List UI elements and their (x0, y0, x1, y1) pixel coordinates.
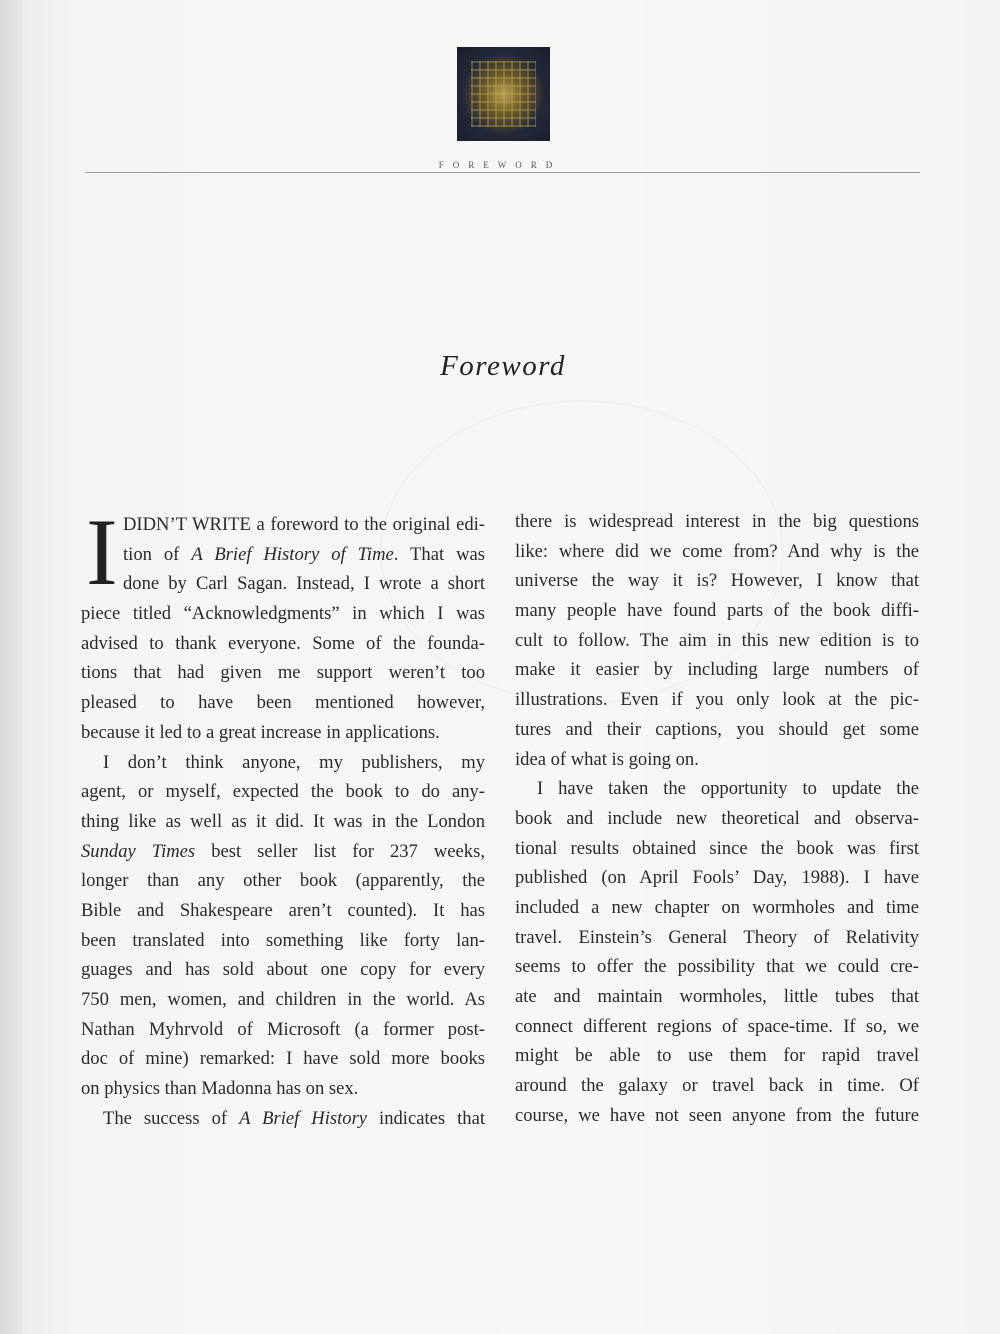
running-head: FOREWORD (438, 160, 562, 170)
text-line (81, 1015, 485, 1045)
text-line (515, 804, 919, 834)
text-segment: Nathan Myhrvold of Microsoft (a former post- (81, 1018, 485, 1040)
text-segment: . That was (393, 543, 485, 565)
text-segment: many people have found parts of the book diffi- (515, 600, 919, 622)
text-line (515, 566, 919, 596)
text-segment: make it easier by including large numbers of (515, 659, 919, 681)
text-line (515, 596, 919, 626)
text-line (515, 1101, 919, 1131)
text-segment: longer than any other book (apparently, the (81, 870, 485, 892)
text-segment: thing like as well as it did. It was in the London (81, 810, 485, 832)
text-line (515, 537, 919, 567)
text-line (81, 896, 485, 926)
text-line (515, 923, 919, 953)
text-line (81, 837, 485, 867)
text-segment: seems to offer the possibility that we could cre- (515, 956, 919, 978)
text-segment: might be able to use them for rapid travel (515, 1045, 919, 1067)
text-segment: like: where did we come from? And why is the (515, 540, 919, 562)
text-line (515, 655, 919, 685)
text-line (81, 748, 485, 778)
text-segment: tion of (123, 543, 192, 565)
text-line (81, 1104, 485, 1134)
text-segment: book and include new theoretical and observa- (515, 807, 919, 829)
text-segment: A Brief History (239, 1107, 368, 1129)
text-line (515, 1071, 919, 1101)
text-segment: guages and has sold about one copy for every (81, 959, 485, 981)
text-line (515, 893, 919, 923)
text-line (81, 807, 485, 837)
text-segment: on physics than Madonna has on sex. (81, 1078, 359, 1100)
text-segment: advised to thank everyone. Some of the founda- (81, 632, 485, 654)
text-segment: Bible and Shakespeare aren’t counted). It has (81, 899, 485, 921)
text-line (81, 510, 485, 540)
text-line (81, 688, 485, 718)
left-column (81, 510, 485, 1133)
text-segment: published (on April Fools’ Day, 1988). I have (515, 867, 919, 889)
text-segment: tions that had given me support weren’t too (81, 662, 485, 684)
text-line (81, 718, 485, 748)
chapter-title: Foreword (440, 350, 566, 382)
text-line (515, 507, 919, 537)
text-line (81, 926, 485, 956)
text-segment: idea of what is going on. (515, 748, 699, 770)
text-segment: piece titled “Acknowledgments” in which I was (81, 603, 485, 625)
drop-cap: I (86, 499, 118, 605)
text-segment: included a new chapter on wormholes and time (515, 896, 919, 918)
text-line (515, 685, 919, 715)
text-segment: connect different regions of space-time. If so, we (515, 1015, 919, 1037)
text-segment: tures and their captions, you should get some (515, 718, 919, 740)
text-line (515, 1012, 919, 1042)
text-line (81, 599, 485, 629)
text-segment: tional results obtained since the book was first (515, 837, 919, 859)
text-segment: there is widespread interest in the big questions (515, 511, 919, 532)
book-spine-edge (0, 0, 22, 1334)
text-segment: indicates that (367, 1107, 485, 1129)
text-segment: DIDN’T WRITE (123, 514, 251, 535)
text-segment: universe the way it is? However, I know that (515, 570, 919, 592)
text-line (81, 985, 485, 1015)
text-segment: The success of (103, 1107, 240, 1129)
text-line (81, 777, 485, 807)
text-line (515, 834, 919, 864)
text-line (515, 863, 919, 893)
text-line (81, 629, 485, 659)
text-line (515, 982, 919, 1012)
text-segment: around the galaxy or travel back in time. Of (515, 1075, 919, 1097)
text-segment: best seller list for 237 weeks, (195, 840, 485, 862)
lattice-emblem-icon (457, 47, 550, 141)
text-line (515, 745, 919, 775)
text-line (81, 540, 485, 570)
text-segment: Sunday Times (81, 840, 196, 862)
text-segment: travel. Einstein’s General Theory of Relativity (515, 926, 919, 948)
right-column (515, 507, 919, 1130)
text-line (81, 866, 485, 896)
text-line (81, 955, 485, 985)
text-line (515, 774, 919, 804)
text-line (515, 715, 919, 745)
text-segment: a foreword to the original edi- (250, 514, 485, 535)
text-segment: I have taken the opportunity to update the (537, 778, 919, 800)
text-line (81, 569, 485, 599)
header-rule (85, 172, 920, 173)
text-line (515, 1041, 919, 1071)
text-segment: been translated into something like forty lan- (81, 929, 485, 951)
text-segment: 750 men, women, and children in the world. As (81, 989, 485, 1010)
text-segment: done by Carl Sagan. Instead, I wrote a short (123, 573, 485, 595)
text-segment: illustrations. Even if you only look at the pic- (515, 689, 919, 711)
text-line (515, 952, 919, 982)
text-line (81, 658, 485, 688)
text-segment: because it led to a great increase in applications. (81, 721, 440, 743)
text-line (81, 1044, 485, 1074)
text-line (81, 1074, 485, 1104)
text-segment: course, we have not seen anyone from the future (515, 1104, 919, 1126)
text-segment: agent, or myself, expected the book to do any- (81, 781, 485, 803)
text-segment: pleased to have been mentioned however, (81, 692, 485, 714)
text-segment: cult to follow. The aim in this new edition is to (515, 629, 919, 651)
text-segment: ate and maintain wormholes, little tubes that (515, 986, 919, 1007)
text-segment: doc of mine) remarked: I have sold more books (81, 1048, 485, 1070)
text-segment: I don’t think anyone, my publishers, my (103, 751, 485, 773)
text-segment: A Brief History of Time (191, 543, 394, 565)
text-line (515, 626, 919, 656)
